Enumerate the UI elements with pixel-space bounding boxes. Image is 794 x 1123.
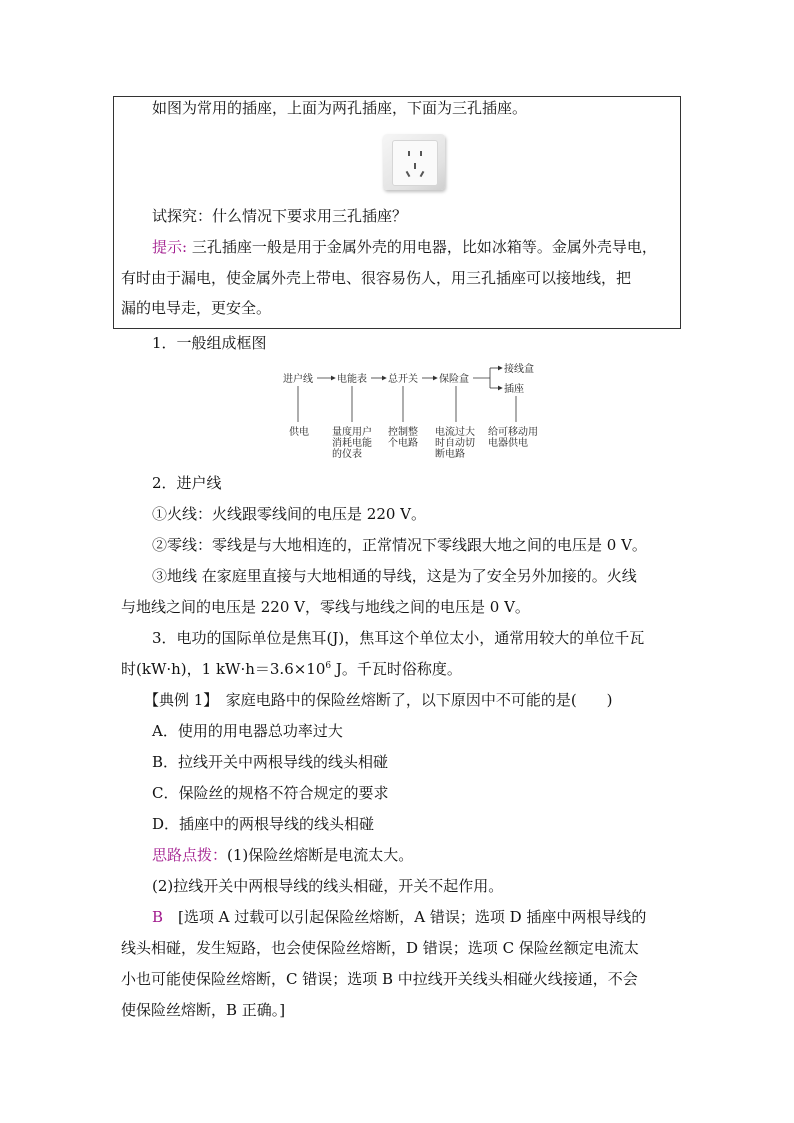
node-junction-box: 接线盒 [504, 364, 534, 375]
tip-line-1 [152, 845, 413, 865]
hint-label: 提示: [152, 238, 188, 256]
socket-face [392, 140, 438, 186]
composition-diagram [280, 360, 560, 460]
section3-line-1: 3．电功的国际单位是焦耳(J)，焦耳这个单位太小，通常用较大的单位千瓦 [152, 629, 645, 647]
section2-ground-wire-2: 与地线之间的电压是 220 V，零线与地线之间的电压是 0 V。 [121, 598, 530, 616]
section3-line-2-post: J。千瓦时俗称度。 [331, 660, 462, 678]
section3-line-2 [121, 659, 462, 679]
section2-live-wire: ①火线：火线跟零线间的电压是 220 V。 [152, 505, 427, 523]
desc-fuse-1: 电流过大 [435, 427, 475, 438]
answer-line-1 [152, 907, 646, 927]
answer-text-1: [选项 A 过载可以引起保险丝熔断，A 错误；选项 D 插座中两根导线的 [163, 908, 647, 926]
node-meter: 电能表 [337, 374, 367, 385]
section1-heading: 1．一般组成框图 [152, 334, 267, 352]
desc-meter-2: 消耗电能 [332, 438, 372, 449]
box-hint-line-1 [152, 237, 657, 257]
socket-holes-icon [393, 141, 437, 185]
desc-meter-3: 的仪表 [332, 449, 362, 460]
node-service-line: 进户线 [283, 374, 313, 385]
example-title: 【典例 1】 家庭电路中的保险丝熔断了，以下原因中不可能的是( ) [144, 691, 613, 709]
answer-line-3: 小也可能使保险丝熔断，C 错误；选项 B 中拉线开关线头相碰火线接通，不会 [121, 970, 638, 988]
socket-image [383, 134, 445, 190]
box-hint-line-3: 漏的电导走，更安全。 [121, 299, 272, 317]
desc-outlet-2: 电器供电 [488, 438, 528, 449]
desc-meter-1: 量度用户 [332, 427, 372, 438]
tip-text-1: (1)保险丝熔断是电流太大。 [227, 846, 414, 864]
option-b: B．拉线开关中两根导线的线头相碰 [152, 753, 389, 771]
box-question: 试探究：什么情况下要求用三孔插座？ [152, 207, 408, 225]
desc-switch-2: 个电路 [388, 438, 418, 449]
answer-line-2: 线头相碰，发生短路，也会使保险丝熔断，D 错误；选项 C 保险丝额定电流太 [121, 939, 639, 957]
desc-supply: 供电 [289, 427, 309, 438]
answer-letter: B [152, 908, 164, 926]
desc-switch-1: 控制整 [388, 427, 418, 438]
node-outlet: 插座 [504, 384, 524, 395]
section2-neutral-wire: ②零线：零线是与大地相连的，正常情况下零线跟大地之间的电压是 0 V。 [152, 536, 647, 554]
section3-exponent: 6 [325, 661, 332, 671]
section3-line-2-pre: 时(kW·h)，1 kW·h＝3.6×10 [121, 660, 326, 678]
node-main-switch: 总开关 [388, 374, 418, 385]
hint-text-1: 三孔插座一般是用于金属外壳的用电器，比如冰箱等。金属外壳导电， [187, 238, 657, 256]
box-intro: 如图为常用的插座，上面为两孔插座，下面为三孔插座。 [152, 99, 528, 117]
tip-label: 思路点拨： [152, 846, 228, 864]
node-fuse-box: 保险盒 [439, 374, 469, 385]
option-d: D．插座中的两根导线的线头相碰 [152, 815, 375, 833]
desc-outlet-1: 给可移动用 [488, 427, 538, 438]
answer-line-4: 使保险丝熔断，B 正确。] [121, 1001, 286, 1019]
box-hint-line-2: 有时由于漏电，使金属外壳上带电、很容易伤人，用三孔插座可以接地线，把 [121, 269, 632, 287]
option-a: A．使用的用电器总功率过大 [152, 722, 343, 740]
section2-heading: 2．进户线 [152, 474, 222, 492]
tip-line-2: (2)拉线开关中两根导线的线头相碰，开关不起作用。 [152, 877, 504, 895]
desc-fuse-3: 断电路 [435, 449, 465, 460]
section2-ground-wire-1: ③地线 在家庭里直接与大地相通的导线，这是为了安全另外加接的。火线 [152, 567, 637, 585]
desc-fuse-2: 时自动切 [435, 438, 475, 449]
option-c: C．保险丝的规格不符合规定的要求 [152, 784, 389, 802]
